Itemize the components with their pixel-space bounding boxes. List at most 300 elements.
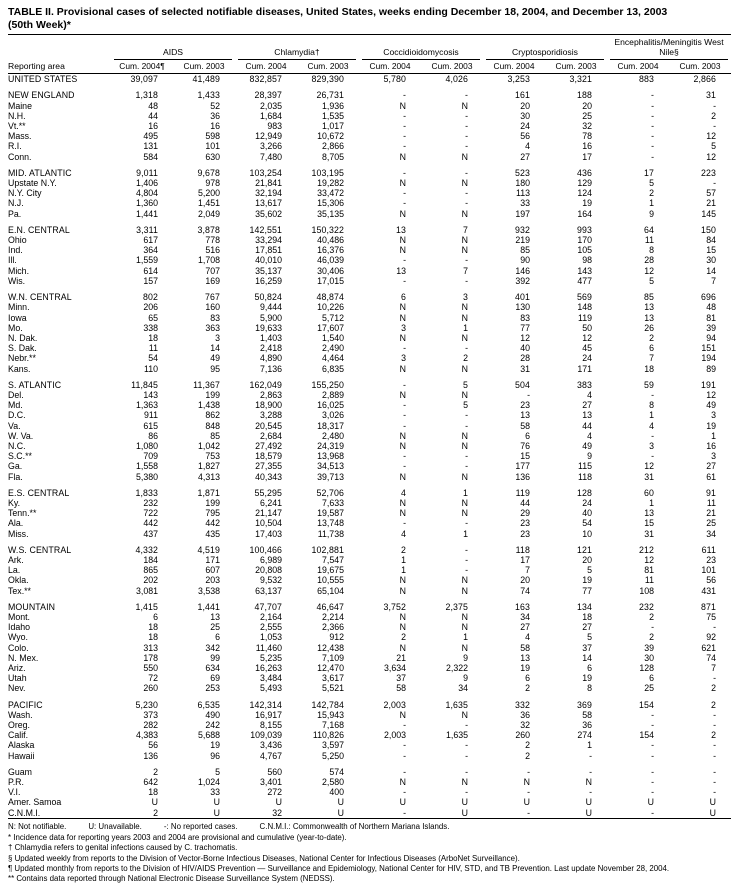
- value-cell: -: [465, 420, 468, 431]
- value-cell: 24,319: [317, 440, 344, 451]
- value-cell: 14: [582, 652, 592, 663]
- value-cell: 81: [706, 312, 716, 323]
- value-cell: 6: [525, 673, 530, 684]
- table-row: [8, 545, 731, 555]
- value-cell: 30,406: [317, 265, 344, 276]
- value-cell: -: [464, 167, 468, 178]
- value-cell: 6: [649, 673, 654, 684]
- value-cell: 12: [644, 461, 654, 472]
- value-cell: -: [651, 750, 654, 761]
- table-row: [8, 255, 731, 265]
- value-cell: 50: [582, 322, 592, 333]
- value-cell: 260: [515, 730, 530, 741]
- value-cell: N: [461, 332, 468, 343]
- value-cell: 16: [582, 141, 592, 152]
- value-cell: 32: [582, 121, 592, 132]
- value-cell: 6: [587, 663, 592, 673]
- value-cell: 10,555: [317, 575, 344, 586]
- value-cell: -: [465, 121, 468, 132]
- value-cell: 10,226: [317, 302, 344, 313]
- value-cell: 442: [205, 518, 220, 529]
- value-cell: -: [589, 750, 592, 761]
- value-cell: -: [651, 740, 654, 751]
- value-cell: N: [523, 777, 530, 788]
- value-cell: N: [399, 585, 406, 596]
- value-cell: 865: [143, 565, 158, 576]
- value-cell: 105: [577, 245, 592, 256]
- value-cell: 4,332: [135, 544, 158, 555]
- value-cell: 16,263: [255, 663, 282, 673]
- value-cell: 7,109: [321, 652, 344, 663]
- value-cell: 3: [649, 440, 654, 451]
- value-cell: 16,259: [255, 275, 282, 286]
- value-cell: 19,282: [317, 178, 344, 189]
- value-cell: 392: [515, 275, 530, 286]
- value-cell: 145: [701, 208, 716, 219]
- value-cell: 33: [210, 787, 220, 798]
- value-cell: 21: [706, 198, 716, 209]
- value-cell: N: [399, 363, 406, 374]
- value-cell: 143: [577, 265, 592, 276]
- value-cell: -: [403, 740, 406, 751]
- table-row: [8, 111, 731, 121]
- value-cell: 1,936: [321, 100, 344, 111]
- value-cell: 1,080: [135, 440, 158, 451]
- value-cell: N: [399, 440, 406, 451]
- value-cell: -: [713, 100, 716, 111]
- table-row: [8, 663, 731, 673]
- value-cell: N: [461, 151, 468, 162]
- value-cell: 10,504: [255, 518, 282, 529]
- table-row: [8, 529, 731, 539]
- table-row: [8, 555, 731, 565]
- value-cell: 696: [701, 292, 716, 303]
- value-cell: 61: [706, 471, 716, 482]
- value-cell: N: [399, 332, 406, 343]
- value-cell: 25: [582, 110, 592, 121]
- value-cell: 191: [701, 379, 716, 390]
- value-cell: 1,441: [135, 208, 158, 219]
- value-cell: 46,647: [316, 601, 344, 612]
- value-cell: -: [464, 90, 468, 101]
- value-cell: 1: [401, 565, 406, 576]
- value-cell: 74: [520, 585, 530, 596]
- value-cell: 13: [644, 302, 654, 313]
- value-cell: 40,010: [255, 255, 282, 266]
- value-cell: 130: [515, 302, 530, 313]
- value-cell: 155,250: [311, 379, 344, 390]
- value-cell: 25: [210, 622, 220, 633]
- value-cell: 44: [582, 420, 592, 431]
- value-cell: U: [709, 797, 716, 808]
- value-cell: 342: [205, 642, 220, 653]
- value-cell: N: [399, 151, 406, 162]
- value-cell: N: [461, 440, 468, 451]
- table-row: [8, 101, 731, 111]
- value-cell: 171: [205, 554, 220, 565]
- value-cell: 13: [644, 312, 654, 323]
- value-cell: 31: [706, 90, 716, 101]
- value-cell: 12: [706, 151, 716, 162]
- value-cell: 778: [205, 235, 220, 246]
- footnote-section: § Updated weekly from reports to the Division of Vector-Borne Infectious Diseases, National Center for Infectious Diseases (ArboNet Surveillance).: [8, 853, 520, 863]
- value-cell: 2,375: [445, 601, 468, 612]
- value-cell: 2,322: [445, 663, 468, 673]
- value-cell: -: [465, 787, 468, 798]
- value-cell: 119: [515, 487, 530, 498]
- value-cell: N: [461, 302, 468, 313]
- value-cell: 40,343: [255, 471, 282, 482]
- table-row: [8, 276, 731, 286]
- value-cell: 83: [520, 312, 530, 323]
- value-cell: 4,026: [445, 74, 468, 85]
- table-row: [8, 720, 731, 730]
- value-cell: 1,540: [321, 332, 344, 343]
- value-cell: 50,824: [254, 292, 282, 303]
- legend-not-notifiable: N: Not notifiable.: [8, 821, 67, 831]
- value-cell: 871: [701, 601, 716, 612]
- value-cell: -: [403, 131, 406, 142]
- reporting-area-cell: N.C.: [8, 440, 26, 451]
- value-cell: N: [461, 575, 468, 586]
- value-cell: 170: [577, 235, 592, 246]
- value-cell: 110,826: [312, 730, 344, 741]
- value-cell: -: [465, 740, 468, 751]
- value-cell: 96: [210, 750, 220, 761]
- value-cell: U: [275, 797, 282, 808]
- value-cell: 4: [525, 141, 530, 152]
- value-cell: 8,705: [321, 151, 344, 162]
- value-cell: 9: [463, 673, 468, 684]
- value-cell: 1: [463, 528, 468, 539]
- value-cell: 15,943: [317, 709, 344, 720]
- value-cell: 1,558: [135, 461, 158, 472]
- value-cell: 148: [577, 302, 592, 313]
- reporting-area-cell: Ky.: [8, 497, 21, 508]
- value-cell: 3,484: [259, 673, 282, 684]
- value-cell: 5: [649, 178, 654, 189]
- value-cell: 136: [143, 750, 158, 761]
- value-cell: 219: [515, 235, 530, 246]
- value-cell: 3,752: [383, 601, 406, 612]
- table-row: [8, 168, 731, 178]
- value-cell: 707: [205, 265, 220, 276]
- value-cell: 17: [520, 554, 530, 565]
- value-cell: 7,547: [321, 554, 344, 565]
- value-cell: -: [465, 275, 468, 286]
- value-cell: 44: [520, 497, 530, 508]
- value-cell: 177: [515, 461, 530, 472]
- value-cell: 4: [587, 430, 592, 441]
- table-title-line2: (50th Week)*: [8, 19, 71, 32]
- value-cell: 19: [582, 673, 592, 684]
- value-cell: 3,597: [321, 740, 344, 751]
- table-row: [8, 343, 731, 353]
- value-cell: 550: [143, 663, 158, 673]
- value-cell: 18: [148, 632, 158, 643]
- value-cell: 9: [463, 652, 468, 663]
- value-cell: 400: [329, 787, 344, 798]
- value-cell: 164: [577, 208, 592, 219]
- value-cell: 5,712: [321, 312, 344, 323]
- value-cell: 20: [582, 554, 592, 565]
- value-cell: 7,480: [259, 151, 282, 162]
- value-cell: 4: [401, 528, 406, 539]
- value-cell: 49: [582, 440, 592, 451]
- value-cell: 18: [148, 332, 158, 343]
- value-cell: -: [403, 275, 406, 286]
- value-cell: 4,767: [259, 750, 282, 761]
- subheader-chlamydia-cum-2004: Cum. 2004: [235, 60, 297, 74]
- value-cell: 11,367: [193, 379, 220, 390]
- value-cell: 1: [587, 740, 592, 751]
- table-row: [8, 622, 731, 632]
- value-cell: 2: [401, 544, 406, 555]
- reporting-area-cell: Ohio: [8, 235, 27, 246]
- value-cell: 3,321: [569, 74, 592, 85]
- value-cell: 223: [701, 167, 716, 178]
- value-cell: 6,989: [259, 554, 282, 565]
- value-cell: 978: [205, 178, 220, 189]
- value-cell: 24: [582, 353, 592, 364]
- value-cell: 11,460: [255, 642, 282, 653]
- value-cell: 9,532: [259, 575, 282, 586]
- reporting-area-cell: Miss.: [8, 528, 29, 539]
- value-cell: 2,866: [693, 74, 716, 85]
- value-cell: 18: [582, 611, 592, 622]
- value-cell: 26: [644, 322, 654, 333]
- value-cell: 12: [706, 131, 716, 142]
- value-cell: 52,706: [316, 487, 344, 498]
- table-row: [8, 313, 731, 323]
- value-cell: 34: [520, 611, 530, 622]
- value-cell: 2,480: [321, 430, 344, 441]
- value-cell: 2: [649, 632, 654, 643]
- value-cell: 23: [520, 518, 530, 529]
- value-cell: -: [403, 121, 406, 132]
- value-cell: 1: [401, 554, 406, 565]
- value-cell: 5,380: [135, 471, 158, 482]
- table-row: [8, 198, 731, 208]
- value-cell: 24: [582, 497, 592, 508]
- value-cell: 49: [210, 353, 220, 364]
- value-cell: 26,731: [316, 90, 344, 101]
- value-cell: -: [402, 90, 406, 101]
- value-cell: 20: [520, 575, 530, 586]
- value-cell: 13: [644, 508, 654, 519]
- value-cell: 495: [143, 131, 158, 142]
- reporting-area-cell: Ga.: [8, 461, 23, 472]
- value-cell: 477: [577, 275, 592, 286]
- value-cell: 146: [515, 265, 530, 276]
- value-cell: -: [465, 451, 468, 462]
- value-cell: 242: [205, 720, 220, 731]
- value-cell: 523: [515, 167, 530, 178]
- table-row: [8, 90, 731, 100]
- value-cell: 3: [463, 292, 468, 303]
- value-cell: -: [465, 750, 468, 761]
- value-cell: U: [399, 797, 406, 808]
- value-cell: 12,949: [255, 131, 282, 142]
- value-cell: 4: [401, 487, 406, 498]
- value-cell: 28: [644, 255, 654, 266]
- value-cell: 2: [711, 683, 716, 694]
- value-cell: 7,633: [321, 497, 344, 508]
- value-cell: N: [399, 471, 406, 482]
- table-row: [8, 178, 731, 188]
- value-cell: -: [713, 121, 716, 132]
- value-cell: -: [403, 255, 406, 266]
- reporting-area-cell: Okla.: [8, 575, 29, 586]
- reporting-area-cell: Tex.**: [8, 585, 31, 596]
- value-cell: U: [461, 807, 468, 818]
- value-cell: 3: [711, 451, 716, 462]
- reporting-area-cell: Tenn.**: [8, 508, 37, 519]
- value-cell: 8: [587, 683, 592, 694]
- value-cell: -: [464, 544, 468, 555]
- value-cell: 435: [205, 528, 220, 539]
- value-cell: -: [713, 750, 716, 761]
- reporting-area-cell: E.N. CENTRAL: [8, 224, 70, 235]
- value-cell: 630: [205, 151, 220, 162]
- value-cell: 2: [463, 353, 468, 364]
- footnote-dagger: † Chlamydia refers to genital infections caused by C. trachomatis.: [8, 843, 238, 853]
- value-cell: 98: [582, 255, 592, 266]
- table-row: [8, 508, 731, 518]
- value-cell: 584: [143, 151, 158, 162]
- value-cell: 18: [148, 787, 158, 798]
- value-cell: -: [713, 178, 716, 189]
- value-cell: N: [399, 208, 406, 219]
- value-cell: 13: [396, 265, 406, 276]
- value-cell: -: [465, 188, 468, 199]
- table-row: [8, 730, 731, 740]
- table-row: [8, 131, 731, 141]
- value-cell: N: [399, 709, 406, 720]
- value-cell: 109,039: [250, 730, 282, 741]
- table-row: [8, 74, 731, 85]
- reporting-area-cell: Ala.: [8, 518, 24, 529]
- value-cell: 11: [706, 497, 716, 508]
- reporting-area-cell: Calif.: [8, 730, 29, 741]
- value-cell: -: [403, 343, 406, 354]
- value-cell: 383: [577, 379, 592, 390]
- value-cell: 3,401: [259, 777, 282, 788]
- table-row: [8, 292, 731, 302]
- reporting-area-cell: Wyo.: [8, 632, 28, 643]
- value-cell: 199: [205, 497, 220, 508]
- value-cell: 2: [649, 611, 654, 622]
- table-row: [8, 488, 731, 498]
- value-cell: -: [713, 720, 716, 731]
- value-cell: 77: [520, 322, 530, 333]
- value-cell: 1,441: [197, 601, 220, 612]
- value-cell: 92: [706, 632, 716, 643]
- reporting-area-cell: Ind.: [8, 245, 23, 256]
- value-cell: 12: [706, 389, 716, 400]
- value-cell: 993: [577, 224, 592, 235]
- value-cell: 10: [582, 528, 592, 539]
- value-cell: 4,804: [135, 188, 158, 199]
- value-cell: -: [651, 787, 654, 798]
- table-row: [8, 400, 731, 410]
- value-cell: N: [585, 777, 592, 788]
- reporting-area-cell: Nebr.**: [8, 353, 36, 364]
- value-cell: 8,155: [259, 720, 282, 731]
- value-cell: 504: [515, 379, 530, 390]
- value-cell: 58: [582, 709, 592, 720]
- footnote-pilcrow: ¶ Updated monthly from reports to the Division of HIV/AIDS Prevention — Surveillance and Epidemiology, National Center for HIV, STD, and TB Prevention. Last update November 28, 2004.: [8, 863, 670, 873]
- table-row: [8, 612, 731, 622]
- value-cell: 1: [711, 430, 716, 441]
- table-row: [8, 787, 731, 797]
- value-cell: -: [465, 410, 468, 421]
- value-cell: 253: [205, 683, 220, 694]
- value-cell: 332: [515, 699, 530, 710]
- value-cell: 6,241: [259, 497, 282, 508]
- value-cell: 13: [210, 611, 220, 622]
- value-cell: 59: [644, 379, 654, 390]
- reporting-area-cell: Hawaii: [8, 750, 35, 761]
- value-cell: 722: [143, 508, 158, 519]
- value-cell: 32: [272, 807, 282, 818]
- value-cell: 7,136: [259, 363, 282, 374]
- value-cell: 84: [706, 235, 716, 246]
- value-cell: -: [527, 389, 530, 400]
- value-cell: 29: [520, 508, 530, 519]
- table-body: [8, 74, 731, 819]
- value-cell: 4,890: [259, 353, 282, 364]
- value-cell: 23: [706, 554, 716, 565]
- value-cell: 36: [582, 720, 592, 731]
- value-cell: 34: [458, 683, 468, 694]
- table-row: [8, 302, 731, 312]
- reporting-area-cell: Mass.: [8, 131, 32, 142]
- value-cell: 5,250: [321, 750, 344, 761]
- reporting-area-cell: N.Y. City: [8, 188, 42, 199]
- reporting-area-cell: S. ATLANTIC: [8, 379, 62, 390]
- value-cell: -: [403, 400, 406, 411]
- value-cell: 3: [215, 332, 220, 343]
- value-cell: 912: [329, 632, 344, 643]
- value-cell: 19,675: [317, 565, 344, 576]
- value-cell: 15: [644, 518, 654, 529]
- value-cell: N: [399, 642, 406, 653]
- value-cell: -: [651, 622, 654, 633]
- value-cell: N: [399, 430, 406, 441]
- value-cell: 9: [649, 208, 654, 219]
- value-cell: 129: [577, 178, 592, 189]
- value-cell: 4,464: [321, 353, 344, 364]
- value-cell: 45: [582, 343, 592, 354]
- value-cell: 101: [701, 565, 716, 576]
- group-header-chlamydia: [235, 35, 359, 60]
- value-cell: 1: [463, 632, 468, 643]
- value-cell: 10,672: [317, 131, 344, 142]
- footnote-double-asterisk: ** Contains data reported through National Electronic Disease Surveillance System (NEDSS).: [8, 874, 335, 884]
- value-cell: 40: [582, 508, 592, 519]
- value-cell: 1: [649, 497, 654, 508]
- value-cell: N: [461, 100, 468, 111]
- value-cell: 4,383: [135, 730, 158, 741]
- value-cell: -: [402, 379, 406, 390]
- subheader-chlamydia-cum-2003: Cum. 2003: [297, 60, 359, 74]
- table-row: [8, 653, 731, 663]
- value-cell: 19: [582, 575, 592, 586]
- value-cell: 47,707: [254, 601, 282, 612]
- value-cell: 28: [520, 353, 530, 364]
- value-cell: 1,635: [445, 730, 468, 741]
